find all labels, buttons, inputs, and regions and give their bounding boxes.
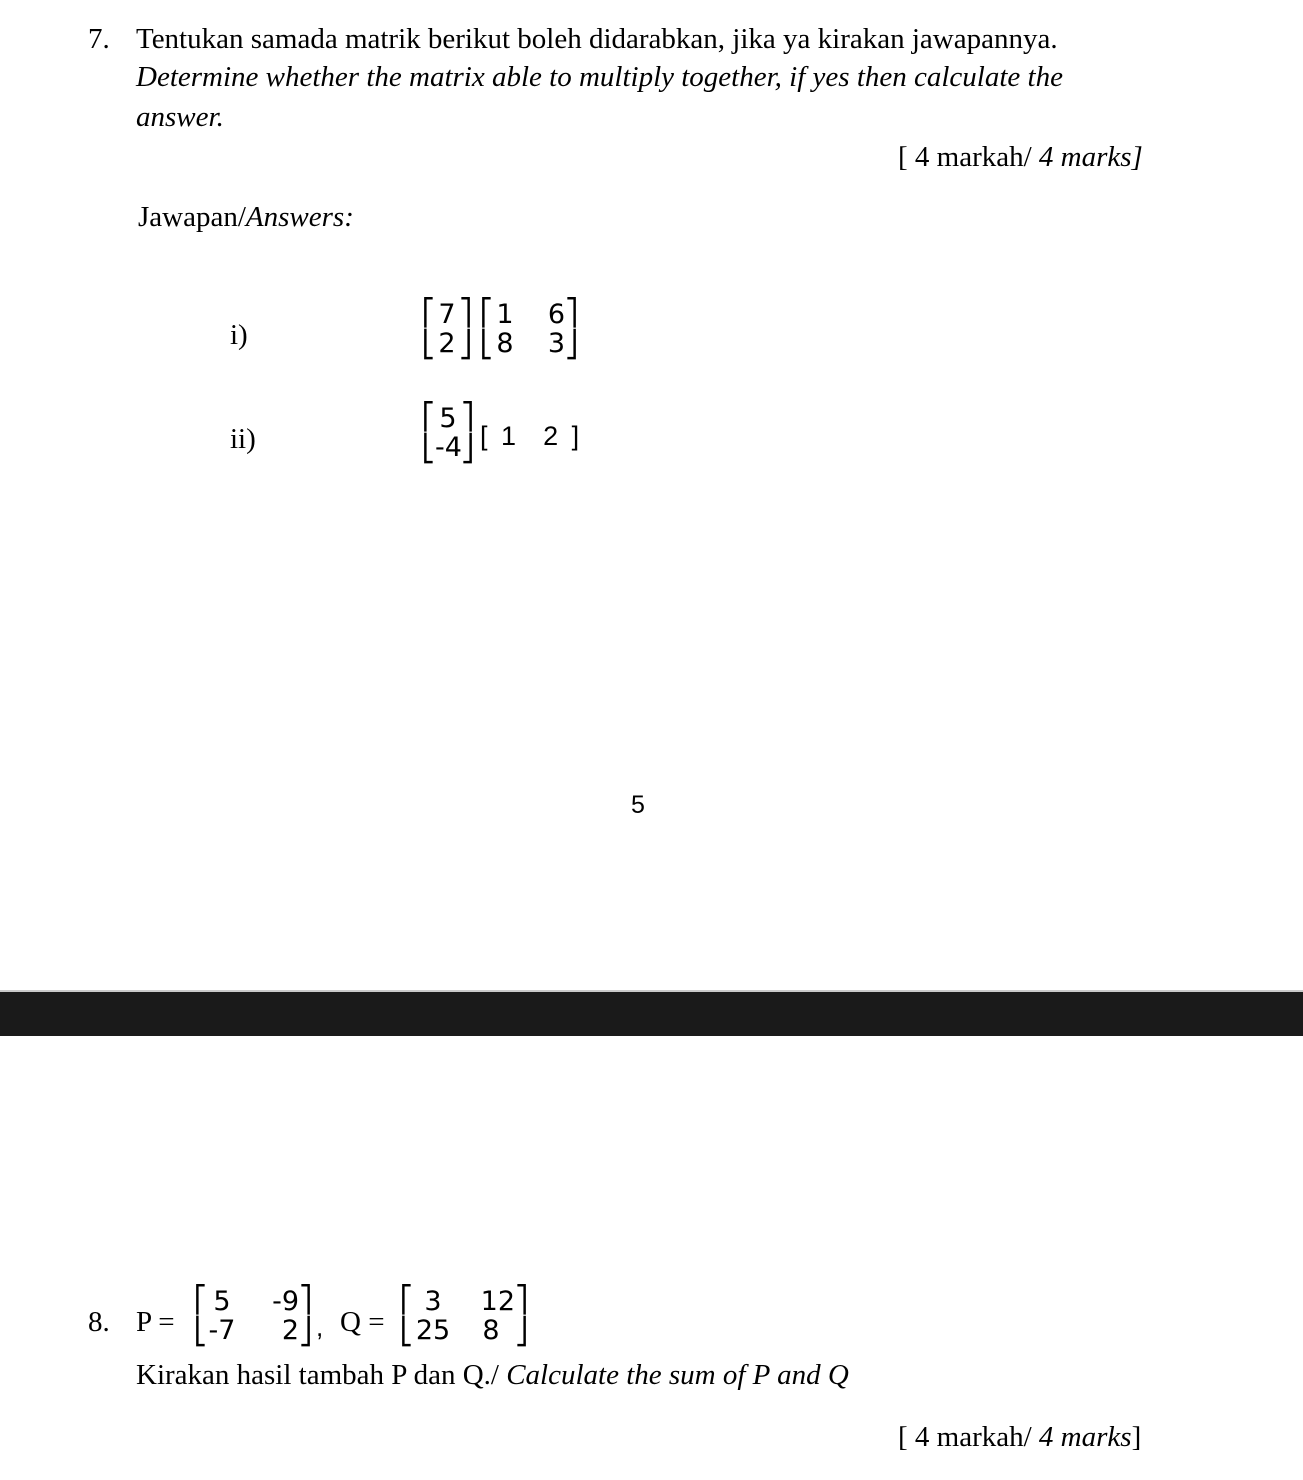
matrix-cell: 5 (439, 403, 457, 434)
matrix-cell: -4 (435, 432, 462, 463)
bracket-right: ] (571, 421, 580, 451)
answers-label-malay: Jawapan/ (138, 201, 246, 233)
bracket-right: ⎤ ⎦ (459, 298, 472, 360)
question-7-text-english-line2: answer. (136, 101, 224, 133)
matrix-cell: -7 (208, 1315, 236, 1346)
matrix-cell: 5 (213, 1286, 231, 1317)
question-8-text-english: Calculate the sum of P and Q (506, 1359, 849, 1391)
matrix-cell: 3 (547, 328, 565, 359)
marks-english: 4 marks] (1038, 141, 1143, 173)
matrix-cell: 7 (438, 299, 456, 330)
marks-malay: [ 4 markah/ (898, 141, 1039, 173)
matrix-cell: 2 (543, 421, 559, 451)
bracket-left: [ (480, 421, 488, 451)
matrix-p (194, 1287, 312, 1345)
matrix-cell: 1 (496, 299, 514, 330)
q-label: Q = (340, 1306, 385, 1338)
bracket-right: ⎤ ⎦ (299, 1285, 312, 1347)
bracket-left: ⎡ ⎣ (480, 298, 493, 360)
part-i-matrix-b (480, 300, 578, 358)
bracket-left: ⎡ ⎣ (194, 1285, 207, 1347)
part-i-label: i) (230, 319, 248, 351)
marks-close-bracket: ] (1131, 1421, 1142, 1453)
answers-label (138, 200, 354, 234)
p-label: P = (136, 1306, 175, 1338)
matrix-separator: , (316, 1312, 324, 1342)
matrix-cell: 8 (496, 328, 514, 359)
part-ii-matrix-a (422, 404, 474, 462)
matrix-cell: 2 (438, 328, 456, 359)
question-7-text-malay: Tentukan samada matrik berikut boleh didarabkan, jika ya kirakan jawapannya. (136, 23, 1058, 55)
matrix-cell: 1 (501, 421, 517, 451)
answers-label-english: Answers: (245, 201, 354, 233)
question-8-text (136, 1358, 849, 1392)
matrix-cell: -9 (272, 1286, 299, 1317)
bracket-left: ⎡ ⎣ (422, 402, 435, 464)
part-ii-matrix-b (480, 420, 579, 452)
page-break-band (0, 992, 1303, 1036)
marks-english: 4 marks (1038, 1421, 1132, 1453)
matrix-cell: 12 (480, 1286, 515, 1317)
matrix-cell: 8 (482, 1315, 500, 1346)
matrix-cell: 2 (281, 1315, 299, 1346)
matrix-q (400, 1287, 528, 1345)
matrix-cell: 6 (547, 299, 565, 330)
question-7-number: 7. (88, 23, 110, 55)
bracket-left: ⎡ ⎣ (400, 1285, 413, 1347)
bracket-right: ⎤ ⎦ (461, 402, 474, 464)
matrix-cell: 3 (424, 1286, 442, 1317)
bracket-right: ⎤ ⎦ (515, 1285, 528, 1347)
question-7-marks (898, 140, 1143, 174)
part-i-matrix-a (422, 300, 472, 358)
question-8-number: 8. (88, 1306, 110, 1338)
question-7-text-english-line1: Determine whether the matrix able to multiply together, if yes then calculate the (136, 61, 1063, 93)
matrix-cell: 25 (415, 1315, 451, 1346)
bracket-right: ⎤ ⎦ (565, 298, 578, 360)
part-ii-label: ii) (230, 423, 256, 455)
marks-malay: [ 4 markah/ (898, 1421, 1039, 1453)
question-8-marks (898, 1420, 1141, 1454)
page-number: 5 (631, 791, 645, 819)
bracket-left: ⎡ ⎣ (422, 298, 435, 360)
question-8-text-malay: Kirakan hasil tambah P dan Q./ (136, 1359, 507, 1391)
